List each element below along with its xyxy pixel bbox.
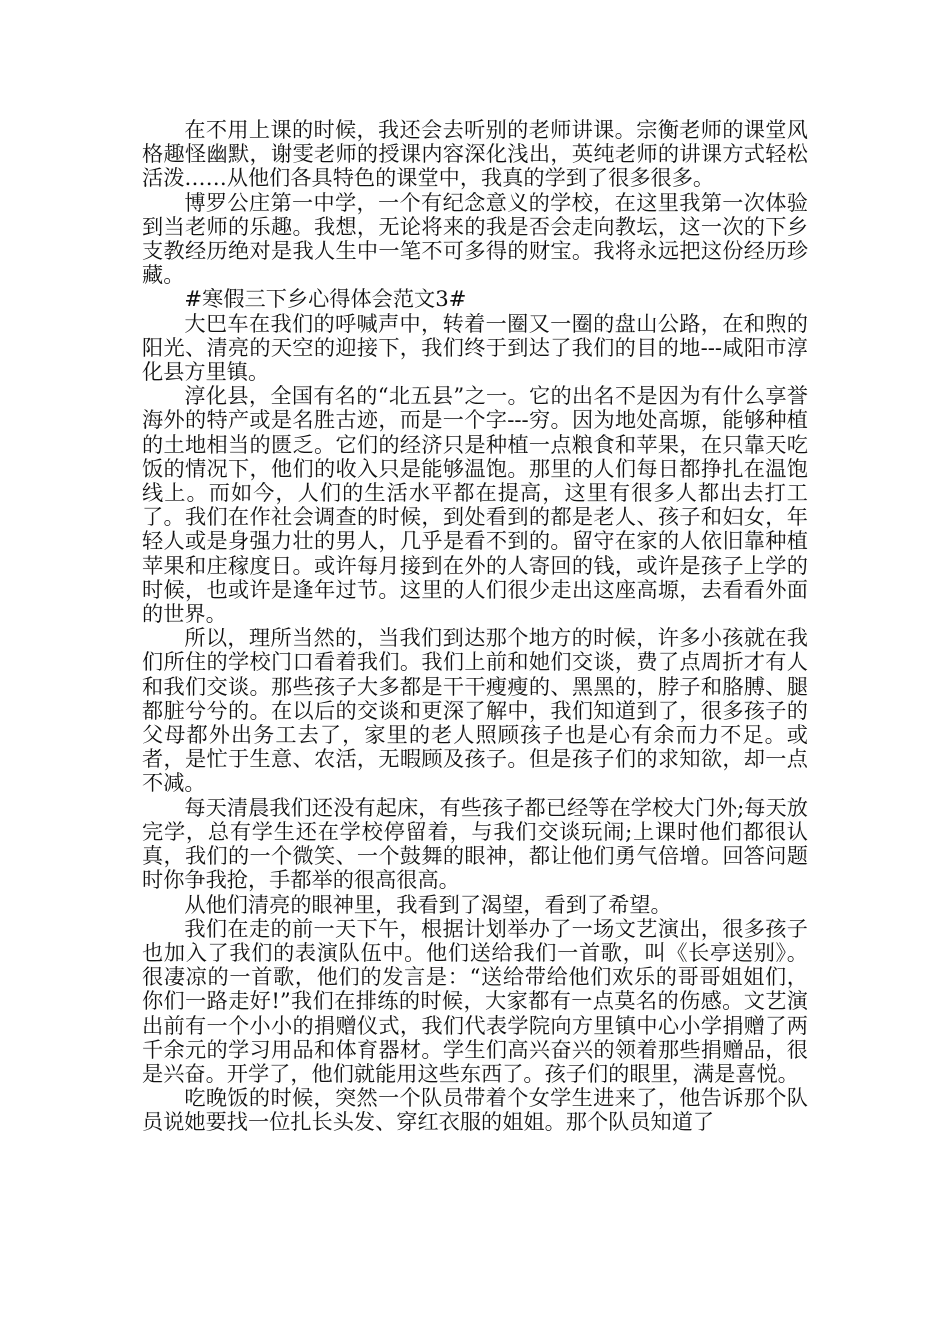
section-heading: #寒假三下乡心得体会范文3# bbox=[184, 286, 467, 312]
paragraph-8: 我们在走的前一天下午，根据计划举办了一场文艺演出，很多孩子也加入了我们的表演队伍中。他们送给我们一首歌，叫《长亭送别》。很凄凉的一首歌，他们的发言是：“送给带给他们欢乐的哥哥姐姐们，你们一路走好!”我们在排练的时候，大家都有一点莫名的伤感。文艺演出前有一个小小的捐赠仪式，我们代表学院向方里镇中心小学捐赠了两千余元的学习用品和体育器材。学生们高兴奋兴的领着那些捐赠品，很是兴奋。开学了，他们就能用这些东西了。孩子们的眼里，满是喜悦。 bbox=[142, 915, 808, 1086]
paragraph-5: 所以，理所当然的，当我们到达那个地方的时候，许多小孩就在我们所住的学校门口看着我们。我们上前和她们交谈，费了点周折才有人和我们交谈。那些孩子大多都是干干瘦瘦的、黑黑的，脖子和胳膊、腿都脏兮兮的。在以后的交谈和更深了解中，我们知道到了，很多孩子的父母都外出务工去了，家里的老人照顾孩子也是心有余而力不足。或者，是忙于生意、农活，无暇顾及孩子。但是孩子们的求知欲，却一点不减。 bbox=[142, 625, 808, 796]
paragraph-4: 淳化县，全国有名的“北五县”之一。它的出名不是因为有什么享誉海外的特产或是名胜古迹，而是一个字---穷。因为地处高塬，能够种植的土地相当的匮乏。它们的经济只是种植一点粮食和苹果，在只靠天吃饭的情况下，他们的收入只是能够温饱。那里的人们每日都挣扎在温饱线上。而如今，人们的生活水平都在提高，这里有很多人都出去打工了。我们在作社会调查的时候，到处看到的都是老人、孩子和妇女，年轻人或是身强力壮的男人，几乎是看不到的。留守在家的人依旧靠种植苹果和庄稼度日。或许每月接到在外的人寄回的钱，或许是孩子上学的时候，也或许是逢年过节。这里的人们很少走出这座高塬，去看看外面的世界。 bbox=[142, 383, 808, 627]
paragraph-2: 博罗公庄第一中学，一个有纪念意义的学校，在这里我第一次体验到当老师的乐趣。我想，无论将来的我是否会走向教坛，这一次的下乡支教经历绝对是我人生中一笔不可多得的财宝。我将永远把这份经历珍藏。 bbox=[142, 189, 808, 288]
document-page bbox=[142, 118, 808, 1135]
paragraph-7: 从他们清亮的眼神里，我看到了渴望，看到了希望。 bbox=[184, 891, 672, 917]
paragraph-9: 吃晚饭的时候，突然一个队员带着个女学生进来了，他告诉那个队员说她要找一位扎长头发、穿红衣服的姐姐。那个队员知道了 bbox=[142, 1085, 808, 1135]
paragraph-6: 每天清晨我们还没有起床，有些孩子都已经等在学校大门外;每天放完学，总有学生还在学校停留着，与我们交谈玩闹;上课时他们都很认真，我们的一个微笑、一个鼓舞的眼神，都让他们勇气倍增。回答问题时你争我抢，手都举的很高很高。 bbox=[142, 794, 808, 893]
paragraph-3: 大巴车在我们的呼喊声中，转着一圈又一圈的盘山公路，在和煦的阳光、清亮的天空的迎接下，我们终于到达了我们的目的地---咸阳市淳化县方里镇。 bbox=[142, 310, 808, 385]
paragraph-1: 在不用上课的时候，我还会去听别的老师讲课。宗衡老师的课堂风格趣怪幽默，谢雯老师的授课内容深化浅出，英纯老师的讲课方式轻松活泼……从他们各具特色的课堂中，我真的学到了很多很多。 bbox=[142, 117, 808, 191]
